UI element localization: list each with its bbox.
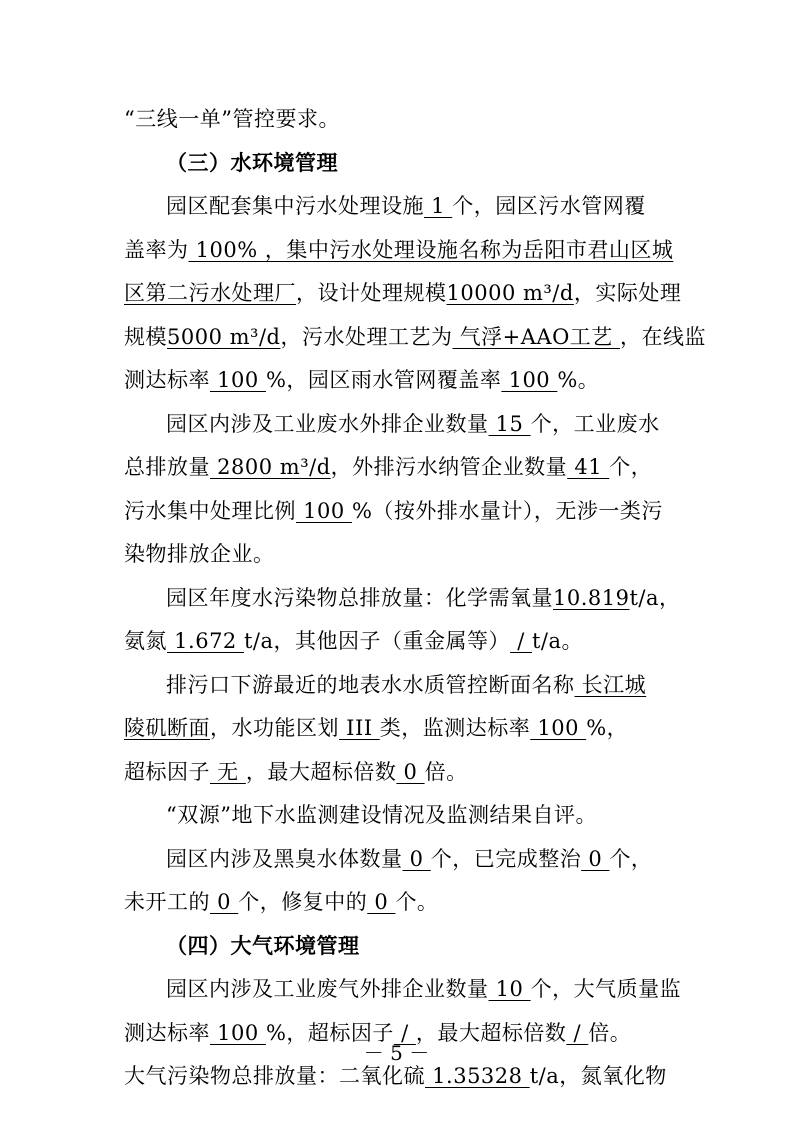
text-run: ，最大超标倍数 xyxy=(245,759,397,784)
text-run: t/a，氮氧化物 xyxy=(529,1064,667,1088)
text-run: ，在线监 xyxy=(619,324,706,349)
text-run: “双源”地下水监测建设情况及监测结果自评。 xyxy=(166,803,597,827)
text-line xyxy=(124,1056,684,1096)
underlined-value: 10.819 xyxy=(553,585,630,610)
text-run: 个，已完成整治 xyxy=(430,846,582,871)
underlined-value: 10 xyxy=(488,977,531,1001)
text-line xyxy=(124,491,684,531)
underlined-value: 0 xyxy=(210,890,239,914)
underlined-value: / xyxy=(566,1020,589,1045)
text-run: 规模 xyxy=(124,324,167,349)
text-run: 个， xyxy=(609,455,653,479)
underlined-value: 100 xyxy=(210,368,266,392)
text-line xyxy=(124,447,684,487)
text-run: 盖率为 xyxy=(124,237,189,262)
text-run: 个，园区污水管网覆 xyxy=(452,194,646,218)
text-run: 倍。 xyxy=(424,759,468,784)
text-run: 染物排放企业。 xyxy=(124,542,275,566)
text-run: ，外排污水纳管企业数量 xyxy=(330,455,568,479)
text-line xyxy=(124,534,684,574)
text-run: 园区配套集中污水处理设施 xyxy=(166,194,424,218)
underlined-value: 100 xyxy=(501,368,558,392)
text-run: 个。 xyxy=(395,890,439,914)
text-run: 类，监测达标率 xyxy=(379,716,531,740)
underlined-value: 1 xyxy=(424,194,453,218)
underlined-value: 0 xyxy=(367,890,396,914)
text-line xyxy=(124,752,684,792)
text-line xyxy=(124,621,684,661)
text-run: ，水功能区划 xyxy=(210,716,339,740)
text-run: t/a， xyxy=(629,585,681,610)
text-line xyxy=(166,969,726,1009)
underlined-value: 10000 m³/d xyxy=(446,281,574,305)
text-line xyxy=(124,99,684,139)
text-run: 测达标率 xyxy=(124,1020,210,1045)
text-run: t/a，其他因子（重金属等） xyxy=(243,629,511,653)
text-run: %，超标因子 xyxy=(265,1020,394,1045)
underlined-value: 1.35328 xyxy=(425,1064,530,1088)
text-run: %， xyxy=(586,716,629,740)
underlined-value: 100 xyxy=(530,716,587,740)
text-line xyxy=(124,708,684,748)
underlined-value: / xyxy=(510,629,532,653)
text-run: %，园区雨水管网覆盖率 xyxy=(265,368,502,392)
text-run: 个，修复中的 xyxy=(238,890,368,914)
underlined-value: 0 xyxy=(402,846,431,871)
text-run: %（按外排水量计），无涉一类污 xyxy=(351,498,663,523)
text-run: 总排放量 xyxy=(124,455,210,479)
text-run: 个，工业废水 xyxy=(530,411,660,436)
underlined-value: 2800 m³/d xyxy=(210,455,331,479)
text-line xyxy=(124,273,684,313)
text-line xyxy=(124,317,706,357)
underlined-value: 无 xyxy=(210,759,246,784)
text-run: 园区内涉及黑臭水体数量 xyxy=(166,846,403,871)
text-run: 超标因子 xyxy=(124,759,210,784)
text-run: 倍。 xyxy=(588,1020,632,1045)
underlined-value: 41 xyxy=(567,455,610,479)
underlined-value: 0 xyxy=(581,846,610,871)
underlined-value: 气浮+AAO工艺 xyxy=(452,324,620,349)
text-run: %。 xyxy=(557,368,600,392)
underlined-value: 1.672 xyxy=(167,629,244,653)
underlined-value: 100 xyxy=(296,498,352,523)
text-line xyxy=(124,230,684,270)
section-heading-water xyxy=(166,143,726,183)
section-heading-air xyxy=(166,926,726,966)
text-line xyxy=(166,404,726,444)
underlined-value: 长江城 xyxy=(574,672,647,697)
heading-text: （三）水环境管理 xyxy=(166,149,338,175)
underlined-value: / xyxy=(393,1020,416,1045)
text-run: 排污口下游最近的地表水水质管控断面名称 xyxy=(166,672,575,697)
text-run: ，实际处理 xyxy=(573,281,682,305)
text-run: 测达标率 xyxy=(124,368,210,392)
text-run: 园区年度水污染物总排放量：化学需氧量 xyxy=(166,585,553,610)
text-run: 个， xyxy=(609,846,653,871)
text-line xyxy=(124,1013,684,1053)
underlined-value: 15 xyxy=(488,411,531,436)
text-line xyxy=(166,839,726,879)
text-run: ，最大超标倍数 xyxy=(415,1020,567,1045)
text-run: ，污水处理工艺为 xyxy=(280,324,453,349)
text-line xyxy=(124,882,684,922)
text-run: 园区内涉及工业废水外排企业数量 xyxy=(166,411,489,436)
text-run: 大气污染物总排放量：二氧化硫 xyxy=(124,1064,425,1088)
underlined-value: 区第二污水处理厂 xyxy=(124,281,296,305)
underlined-value: 5000 m³/d xyxy=(167,324,281,349)
text-run: ，设计处理规模 xyxy=(296,281,447,305)
text-line xyxy=(166,795,726,835)
text-run: 园区内涉及工业废气外排企业数量 xyxy=(166,977,489,1001)
text-run: 未开工的 xyxy=(124,890,210,914)
text-line xyxy=(166,665,726,705)
text-line xyxy=(166,186,726,226)
underlined-value: 陵矶断面 xyxy=(124,716,210,740)
underlined-value: 100% ，集中污水处理设施名称为岳阳市君山区城 xyxy=(188,237,674,262)
heading-text: （四）大气环境管理 xyxy=(166,932,360,958)
text-line xyxy=(124,360,684,400)
text-run: 污水集中处理比例 xyxy=(124,498,296,523)
text-run: 氨氮 xyxy=(124,629,167,653)
text-run: 个，大气质量监 xyxy=(530,977,682,1001)
text-run: “三线一单”管控要求。 xyxy=(124,107,340,131)
underlined-value: III xyxy=(339,716,380,740)
underlined-value: 0 xyxy=(396,759,425,784)
text-line xyxy=(166,578,726,618)
page-number: － 5 － xyxy=(363,1041,430,1065)
text-run: t/a。 xyxy=(531,629,584,653)
underlined-value: 100 xyxy=(210,1020,266,1045)
